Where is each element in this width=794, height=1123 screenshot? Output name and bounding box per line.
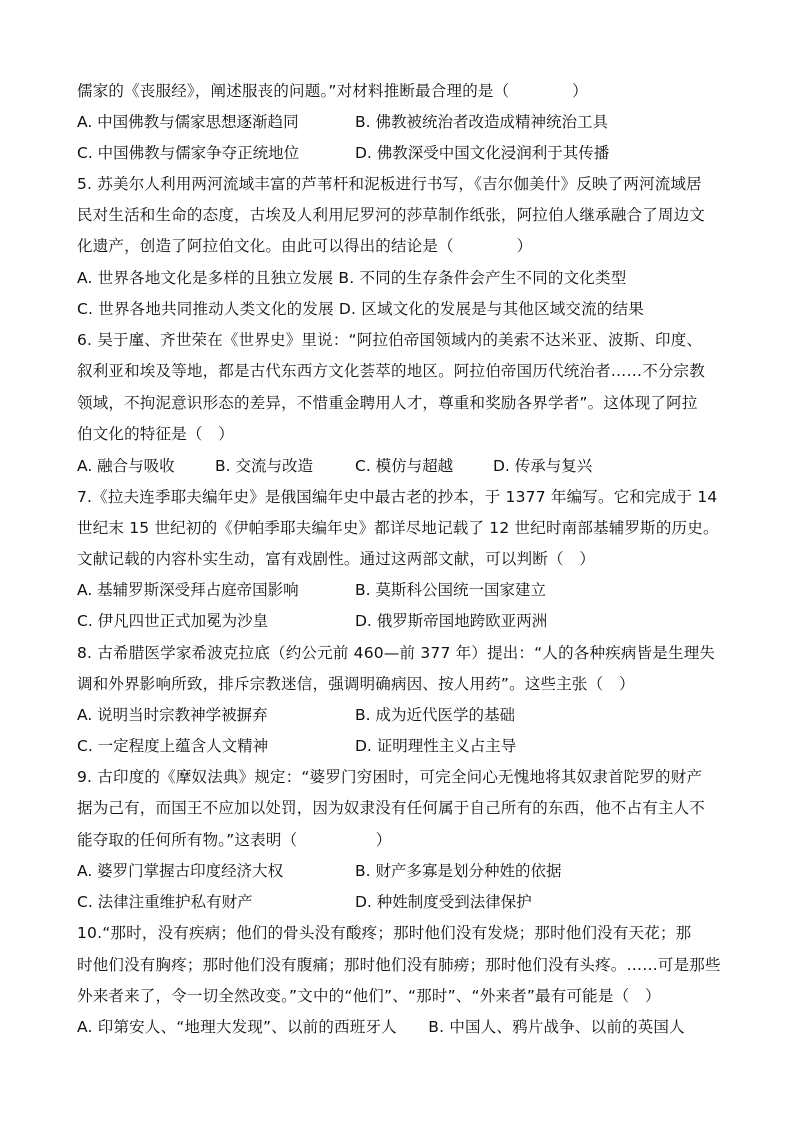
q5-stem-line2: 民对生活和生命的态度，古埃及人利用尼罗河的莎草制作纸张，阿拉伯人继承融合了周边文 [77,206,706,224]
q9-stem-line1: 9. 古印度的《摩奴法典》规定：“婆罗门穷困时，可完全问心无愧地将其奴隶首陀罗的财产 [77,768,703,786]
q6-stem-line2: 叙利亚和埃及等地，都是古代东西方文化荟萃的地区。阿拉伯帝国历代统治者……不分宗教 [77,362,706,380]
q10-options-ab: A. 印第安人、“地理大发现”、以前的西班牙人 B. 中国人、鸦片战争、以前的英国人 [77,1018,685,1036]
q7-stem-line1: 7.《拉夫连季耶夫编年史》是俄国编年史中最古老的抄本，于 1377 年编写。它和完成于 14 [77,488,718,506]
q6-stem-line3: 领域，不拘泥意识形态的差异，不惜重金聘用人才，尊重和奖励各界学者”。这体现了阿拉 [77,394,698,412]
q10-stem-line1: 10.“那时，没有疾病；他们的骨头没有酸疼；那时他们没有发烧；那时他们没有天花；那 [77,924,692,942]
q7-option-a: A. 基辅罗斯深受拜占庭帝国影响 [77,581,299,599]
q6-option-d: D. 传承与复兴 [493,457,593,475]
q9-stem-line3: 能夺取的任何所有物。”这表明（ ） [77,831,392,849]
q4-stem-tail: 儒家的《丧服经》，阐述服丧的问题。”对材料推断最合理的是（ ） [77,82,588,100]
q6-stem-line1: 6. 吴于廑、齐世荣在《世界史》里说：“阿拉伯帝国领域内的美索不达米亚、波斯、印度、 [77,331,703,349]
q9-option-d: D. 种姓制度受到法律保护 [355,893,532,911]
q9-option-a: A. 婆罗门掌握古印度经济大权 [77,862,284,880]
q8-stem-line2: 调和外界影响所致，排斥宗教迷信，强调明确病因、按人用药”。这些主张（ ） [77,675,635,693]
q7-option-c: C. 伊凡四世正式加冕为沙皇 [77,612,269,630]
q6-option-b: B. 交流与改造 [215,457,313,475]
q4-option-b: B. 佛教被统治者改造成精神统治工具 [355,113,608,131]
q10-stem-line3: 外来者来了，令一切全然改变。”文中的“他们”、“那时”、“外来者”最有可能是（ ） [77,987,661,1005]
q8-stem-line1: 8. 古希腊医学家希波克拉底（约公元前 460—前 377 年）提出：“人的各种疾病皆是生理失 [77,644,716,662]
q9-option-b: B. 财产多寡是划分种姓的依据 [355,862,562,880]
q8-option-c: C. 一定程度上蕴含人文精神 [77,737,269,755]
q5-options-ab: A. 世界各地文化是多样的且独立发展 B. 不同的生存条件会产生不同的文化类型 [77,269,627,287]
q9-option-c: C. 法律注重维护私有财产 [77,893,253,911]
q5-options-cd: C. 世界各地共同推动人类文化的发展 D. 区域文化的发展是与其他区域交流的结果 [77,300,644,318]
q4-option-a: A. 中国佛教与儒家思想逐渐趋同 [77,113,299,131]
q6-stem-line4: 伯文化的特征是（ ） [77,425,235,443]
q10-stem-line2: 时他们没有胸疼；那时他们没有腹痛；那时他们没有肺痨；那时他们没有头疼。……可是那些 [77,956,721,974]
q8-option-b: B. 成为近代医学的基础 [355,706,515,724]
q6-option-c: C. 模仿与超越 [355,457,454,475]
q4-option-d: D. 佛教深受中国文化浸润利于其传播 [355,144,610,162]
q7-stem-line3: 文献记载的内容朴实生动，富有戏剧性。通过这两部文献，可以判断（ ） [77,550,596,568]
q8-option-a: A. 说明当时宗教神学被摒弃 [77,706,268,724]
q6-option-a: A. 融合与吸收 [77,457,175,475]
q5-stem-line1: 5. 苏美尔人利用两河流域丰富的芦苇杆和泥板进行书写，《吉尔伽美什》反映了两河流域居 [77,175,702,193]
q9-stem-line2: 据为己有，而国王不应加以处罚，因为奴隶没有任何属于自己所有的东西，他不占有主人不 [77,799,706,817]
q5-stem-line3: 化遗产，创造了阿拉伯文化。由此可以得出的结论是（ ） [77,237,533,255]
q8-option-d: D. 证明理性主义占主导 [355,737,517,755]
q7-option-d: D. 俄罗斯帝国地跨欧亚两洲 [355,612,548,630]
q7-option-b: B. 莫斯科公国统一国家建立 [355,581,546,599]
q7-stem-line2: 世纪末 15 世纪初的《伊帕季耶夫编年史》都详尽地记载了 12 世纪时南部基辅罗斯的历史。 [77,519,719,537]
q4-option-c: C. 中国佛教与儒家争夺正统地位 [77,144,300,162]
